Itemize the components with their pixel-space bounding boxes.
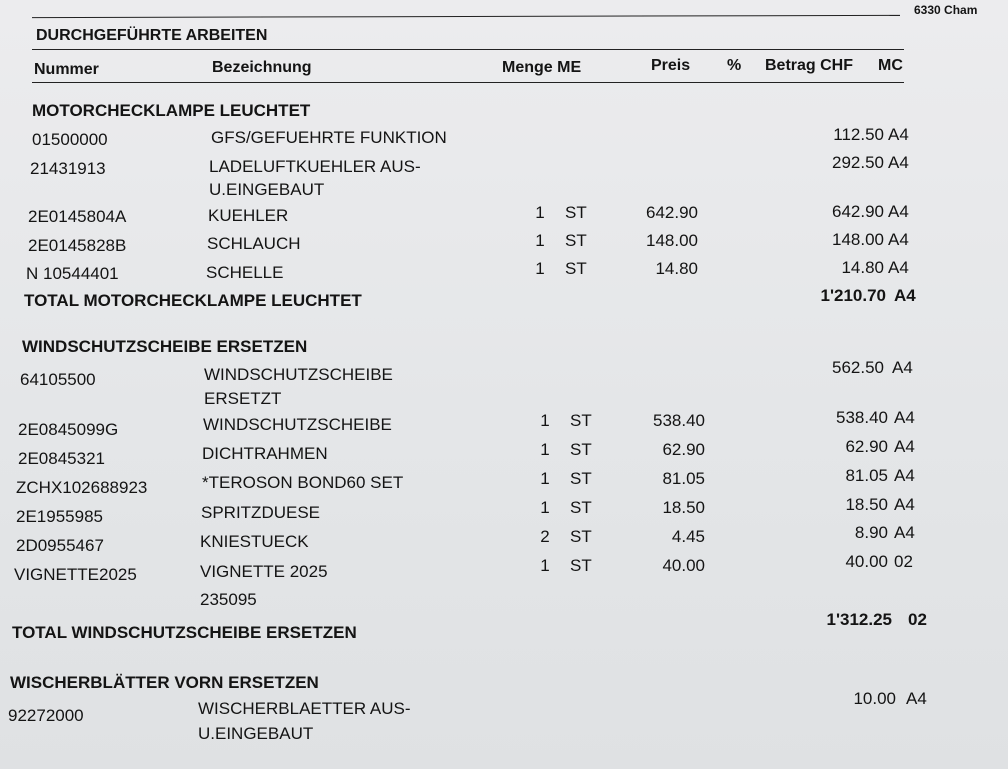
- section-title: WISCHERBLÄTTER VORN ERSETZEN: [10, 673, 319, 692]
- item-menge: 1: [540, 498, 550, 517]
- item-nummer: 2E0145828B: [28, 236, 127, 255]
- item-betrag: 538.40: [836, 408, 888, 427]
- item-mc: 02: [894, 552, 913, 571]
- col-header-mc: MC: [878, 57, 903, 74]
- item-nummer: 2E1955985: [16, 507, 103, 526]
- item-bezeichnung: WINDSCHUTZSCHEIBE: [203, 415, 392, 434]
- item-mc: A4: [888, 202, 909, 221]
- top-rule: [32, 15, 900, 18]
- section-total-amount: 1'210.70: [820, 286, 886, 305]
- col-header-betrag: Betrag CHF: [765, 57, 854, 74]
- col-header-bezeichnung: Bezeichnung: [212, 59, 312, 76]
- section-title: WINDSCHUTZSCHEIBE ERSETZEN: [22, 337, 308, 356]
- section-total-amount: 1'312.25: [826, 610, 892, 629]
- item-betrag: 642.90: [832, 202, 884, 221]
- item-bezeichnung: GFS/GEFUEHRTE FUNKTION: [211, 128, 447, 147]
- section-total-label: TOTAL MOTORCHECKLAMPE LEUCHTET: [24, 291, 362, 310]
- item-bezeichnung: WINDSCHUTZSCHEIBE: [204, 365, 393, 384]
- item-betrag: 14.80: [841, 258, 884, 277]
- item-preis: 81.05: [662, 469, 705, 488]
- item-menge: 1: [540, 556, 550, 575]
- item-bezeichnung: LADELUFTKUEHLER AUS-: [209, 157, 421, 176]
- item-bezeichnung: VIGNETTE 2025: [200, 562, 328, 581]
- item-mc: A4: [906, 689, 927, 708]
- item-bezeichnung: DICHTRAHMEN: [202, 444, 328, 463]
- item-betrag: 62.90: [845, 437, 888, 456]
- item-me: ST: [570, 527, 592, 546]
- item-bezeichnung: KNIESTUECK: [200, 532, 309, 551]
- location-label: 6330 Cham: [914, 3, 978, 17]
- item-mc: A4: [888, 125, 909, 144]
- section-title: MOTORCHECKLAMPE LEUCHTET: [32, 101, 311, 120]
- item-bezeichnung: SCHLAUCH: [207, 234, 301, 253]
- item-me: ST: [565, 231, 587, 250]
- item-me: ST: [570, 498, 592, 517]
- item-preis: 4.45: [671, 527, 705, 546]
- item-menge: 1: [540, 469, 550, 488]
- item-mc: A4: [888, 230, 909, 249]
- col-header-nummer: Nummer: [34, 61, 99, 78]
- item-menge: 1: [535, 203, 545, 222]
- item-preis: 18.50: [662, 498, 705, 517]
- item-mc: A4: [888, 258, 909, 277]
- item-menge: 2: [540, 527, 550, 546]
- item-me: ST: [570, 440, 592, 459]
- item-betrag: 18.50: [845, 495, 888, 514]
- header-rule: [32, 82, 904, 83]
- item-nummer: 2D0955467: [16, 536, 104, 555]
- item-preis: 40.00: [662, 556, 705, 575]
- item-betrag: 81.05: [845, 466, 888, 485]
- item-nummer: 01500000: [32, 130, 108, 149]
- item-menge: 1: [535, 231, 545, 250]
- item-me: ST: [570, 469, 592, 488]
- item-preis: 14.80: [655, 259, 698, 278]
- item-menge: 1: [540, 411, 550, 430]
- item-preis: 148.00: [646, 231, 698, 250]
- col-header-menge-me: Menge ME: [502, 59, 582, 76]
- item-betrag: 40.00: [845, 552, 888, 571]
- item-me: ST: [565, 203, 587, 222]
- item-me: ST: [570, 556, 592, 575]
- item-bezeichnung-line2: U.EINGEBAUT: [198, 724, 314, 743]
- item-betrag: 562.50: [832, 358, 884, 377]
- item-bezeichnung: *TEROSON BOND60 SET: [202, 473, 404, 492]
- item-menge: 1: [540, 440, 550, 459]
- item-bezeichnung: SCHELLE: [206, 263, 284, 282]
- item-menge: 1: [535, 259, 545, 278]
- item-mc: A4: [892, 358, 913, 377]
- item-nummer: 2E0145804A: [28, 207, 127, 226]
- item-betrag: 112.50: [833, 125, 884, 144]
- title-rule: [32, 49, 904, 50]
- item-mc: A4: [894, 437, 915, 456]
- item-preis: 642.90: [646, 203, 698, 222]
- col-header-percent: %: [727, 57, 742, 74]
- item-betrag: 10.00: [853, 689, 896, 708]
- item-bezeichnung: KUEHLER: [208, 206, 289, 225]
- item-nummer: VIGNETTE2025: [14, 565, 137, 584]
- item-nummer: 2E0845321: [18, 449, 105, 468]
- section-total-mc: 02: [908, 610, 927, 629]
- item-nummer: ZCHX102688923: [16, 478, 148, 497]
- item-nummer: N 10544401: [26, 264, 119, 283]
- item-mc: A4: [894, 495, 915, 514]
- item-nummer: 21431913: [30, 159, 106, 178]
- item-bezeichnung: WISCHERBLAETTER AUS-: [198, 699, 411, 718]
- item-me: ST: [570, 411, 592, 430]
- item-betrag: 8.90: [854, 523, 888, 542]
- item-mc: A4: [894, 466, 915, 485]
- item-bezeichnung-line2: ERSETZT: [204, 389, 282, 408]
- item-preis: 538.40: [653, 411, 705, 430]
- item-betrag: 148.00: [832, 230, 884, 249]
- item-nummer: 92272000: [8, 706, 84, 725]
- item-nummer: 2E0845099G: [18, 420, 119, 439]
- item-mc: A4: [888, 153, 909, 172]
- item-me: ST: [565, 259, 587, 278]
- item-bezeichnung-line2: U.EINGEBAUT: [209, 180, 325, 199]
- item-bezeichnung: SPRITZDUESE: [201, 503, 321, 522]
- item-nummer: 64105500: [20, 370, 96, 389]
- item-bezeichnung-line2: 235095: [200, 590, 257, 609]
- item-mc: A4: [894, 408, 915, 427]
- section-total-label: TOTAL WINDSCHUTZSCHEIBE ERSETZEN: [12, 623, 357, 642]
- item-mc: A4: [894, 523, 915, 542]
- item-preis: 62.90: [662, 440, 705, 459]
- section-total-mc: A4: [894, 286, 916, 305]
- item-betrag: 292.50: [832, 153, 884, 172]
- col-header-preis: Preis: [651, 57, 691, 74]
- page-title: DURCHGEFÜHRTE ARBEITEN: [36, 27, 268, 44]
